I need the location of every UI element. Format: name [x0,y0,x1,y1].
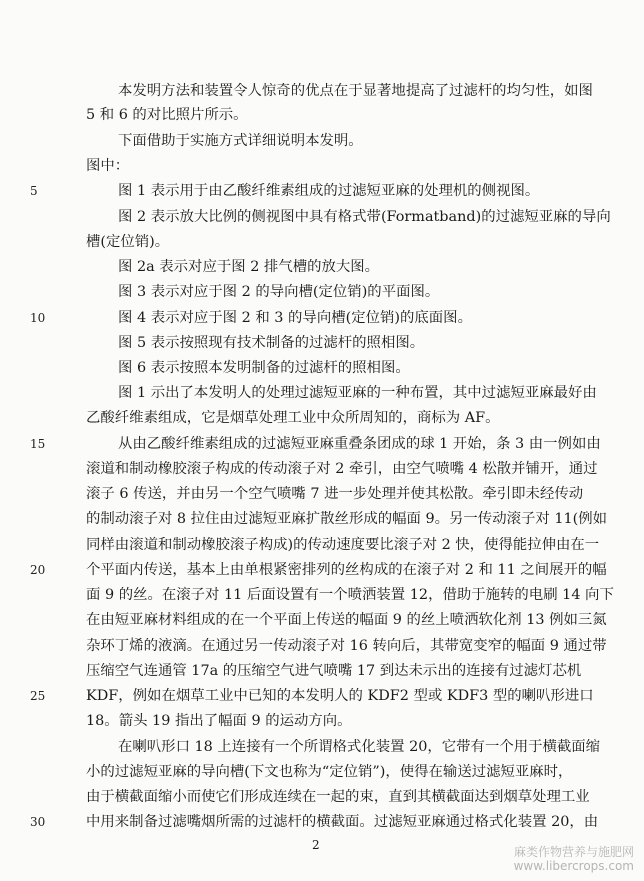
text-line: 同样由滚道和制动橡胶滚子构成)的传动速度要比滚子对 2 快，使得能拉伸由在一 [86,537,600,553]
watermark-title: 麻类作物营养与施肥网 [513,845,634,859]
text-line: 图中： [86,158,130,174]
text-line: 图 6 表示按照本发明制备的过滤杆的照相图。 [118,360,410,376]
line-number: 20 [30,563,46,577]
text-line: 本发明方法和装置令人惊奇的优点在于显著地提高了过滤杆的均匀性，如图 [118,83,593,99]
text-line: 图 4 表示对应于图 2 和 3 的导向槽(定位销)的底面图。 [118,310,472,326]
text-line: 下面借助于实施方式详细说明本发明。 [118,133,363,149]
text-line: 5 和 6 的对比照片所示。 [86,107,248,123]
watermark-url: www.libercrops.com [513,859,634,873]
text-line: 面 9 的丝。在滚子对 11 后面设置有一个喷洒装置 12，借助于施转的电刷 14 向下 [86,587,614,603]
text-line: 图 2a 表示对应于图 2 排气槽的放大图。 [118,259,380,275]
text-line: 图 1 表示用于由乙酸纤维素组成的过滤短亚麻的处理机的侧视图。 [118,183,540,199]
page-number: 2 [312,838,320,852]
text-line: 滚子 6 传送，并由另一个空气喷嘴 7 进一步处理并使其松散。牵引即未经传动 [86,486,584,502]
text-line: 由于横截面缩小而使它们形成连续在一起的束，直到其横截面达到烟草处理工业 [86,789,590,805]
text-line: 乙酸纤维素组成，它是烟草处理工业中众所周知的，商标为 AF。 [86,410,500,426]
text-line: 槽(定位销)。 [86,234,170,250]
line-number: 25 [30,689,46,703]
text-line: 图 1 示出了本发明人的处理过滤短亚麻的一种布置，其中过滤短亚麻最好由 [118,385,597,401]
text-line: 压缩空气连通管 17a 的压缩空气进气喷嘴 17 到达未示出的连接有过滤灯芯机 [86,663,582,679]
text-line: 在由短亚麻材料组成的在一个平面上传送的幅面 9 的丝上喷洒软化剂 13 例如三氮 [86,612,607,628]
text-line: 在喇叭形口 18 上连接有一个所谓格式化装置 20，它带有一个用于横截面缩 [118,739,601,755]
line-number: 30 [30,815,46,829]
line-number: 15 [30,437,46,451]
text-line: 小的过滤短亚麻的导向槽(下文也称为“定位销”)，使得在输送过滤短亚麻时， [86,764,573,780]
text-line: 杂环丁烯的液滴。在通过另一传动滚子对 16 转向后，其带宽变窄的幅面 9 通过带 [86,638,607,654]
text-line: 滚道和制动橡胶滚子构成的传动滚子对 2 牵引，由空气喷嘴 4 松散并铺开，通过 [86,461,598,477]
text-line: 个平面内传送，基本上由单根紧密排列的丝构成的在滚子对 2 和 11 之间展开的幅 [86,562,607,578]
text-line: 图 5 表示按照现有技术制备的过滤杆的照相图。 [118,335,425,351]
line-number: 5 [30,184,38,198]
text-line: 图 3 表示对应于图 2 的导向槽(定位销)的平面图。 [118,284,440,300]
line-number: 10 [30,311,46,325]
text-line: 18。箭头 19 指出了幅面 9 的运动方向。 [86,713,352,729]
text-line: 从由乙酸纤维素组成的过滤短亚麻重叠条团成的球 1 开始，条 3 由一例如由 [118,436,601,452]
text-line: 中用来制备过滤嘴烟所需的过滤杆的横截面。过滤短亚麻通过格式化装置 20，由 [86,814,599,830]
text-line: 的制动滚子对 8 拉住由过滤短亚麻扩散丝形成的幅面 9。另一传动滚子对 11(例如 [86,511,608,527]
text-line: KDF，例如在烟草工业中已知的本发明人的 KDF2 型或 KDF3 型的喇叭形进口 [86,688,594,704]
text-line: 图 2 表示放大比例的侧视图中具有格式带(Formatband)的过滤短亚麻的导向 [118,209,611,225]
